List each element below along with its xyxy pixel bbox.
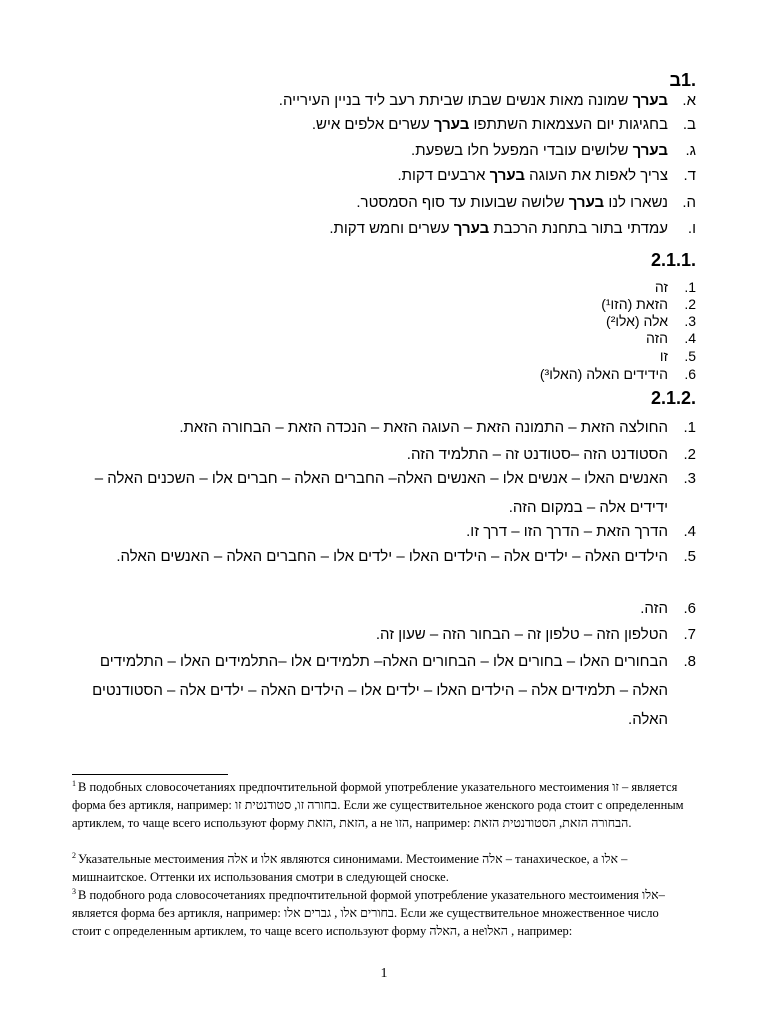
list-item-number: 2.	[684, 296, 696, 312]
list-item	[60, 164, 696, 188]
list-item-number: 1.	[683, 419, 696, 436]
list-item-text: זה	[654, 279, 668, 295]
list-item-text: הטלפון הזה – טלפון זה – הבחור הזה – שעון זה.	[375, 626, 668, 643]
list-item-number: 5.	[683, 548, 696, 565]
list-item	[60, 191, 696, 215]
list-item-number: 6.	[684, 366, 696, 382]
list-item-number: ה.	[682, 194, 696, 211]
list-item	[60, 279, 696, 296]
footnote-mark: 2	[72, 850, 76, 860]
list-item-number: ד.	[683, 167, 696, 184]
list-item-text: הילדים האלה – ילדים אלה – הילדים האלו – ילדים אלו – החברים האלה – האנשים האלה.	[116, 548, 668, 565]
list-item-text: עמדתי בתור בתחנת הרכבת בערך עשרים וחמש דקות.	[329, 220, 668, 237]
keyword-beerech: בערך	[632, 142, 668, 159]
list-item	[60, 348, 696, 365]
list-item-text: בחגיגות יום העצמאות השתתפו בערך עשרים אלפים איש.	[311, 116, 668, 133]
list-item	[60, 594, 696, 623]
keyword-beerech: בערך	[453, 220, 490, 237]
list-item	[60, 113, 696, 137]
list-item	[60, 313, 696, 330]
list-item-number: 4.	[684, 330, 696, 346]
section-heading-2-1-2: 2.1.2.	[650, 388, 696, 408]
list-item	[60, 296, 696, 313]
list-item-text: נשארו לנו בערך שלושה שבועות עד סוף הסמסטר.	[356, 194, 668, 211]
list-item	[60, 366, 696, 383]
list-item	[60, 464, 696, 522]
list-item-number: א.	[682, 92, 696, 109]
list-item-text: אלה (אלו²)	[606, 313, 668, 329]
footnote-2	[72, 850, 688, 886]
list-item-text: הידידים האלה (האלו³)	[539, 366, 668, 382]
list-item-number: 8.	[683, 653, 696, 670]
footnote-text: В подобных словосочетаниях предпочтительной формой употребление указательного местоимения זו – является форма без артикля, например: בחורה זו, סטודנטית זו. Если же существительное женского рода стоит с определенным артиклем, то чаще всего используют форму הזאת ,הזאת, а не הזו, например: הבחורה הזאת, הסטודנטית הזאת.	[72, 780, 684, 830]
list-item-text: הזאת (הזו¹)	[601, 296, 668, 312]
footnote-text: Указательные местоимения אלה и אלו являются синонимами. Местоимение אלה – танахическое, а אלו – мишнаитское. Оттенки их использования смотри в следующей сноске.	[72, 852, 628, 884]
list-item-number: 1.	[684, 279, 696, 295]
footnote-mark: 3	[72, 886, 76, 896]
list-item-text: זו	[659, 348, 668, 364]
footnote-mark: 1	[72, 778, 76, 788]
list-item-number: 3.	[684, 313, 696, 329]
list-item-text: הדרך הזאת – הדרך הזו – דרך זו.	[466, 523, 668, 540]
list-item-number: 3.	[683, 470, 696, 487]
list-item-number: 2.	[683, 446, 696, 463]
page-number: 1	[380, 966, 388, 981]
list-item-text: הסטודנט הזה –סטודנט זה – התלמיד הזה.	[406, 446, 668, 463]
keyword-beerech: בערך	[632, 92, 668, 109]
list-item-text: הבחורים האלו – בחורים אלו – הבחורים האלה– תלמידים אלו –התלמידים האלו – התלמידים האלה – תלמידים אלה – הילדים האלו – ילדים אלו – הילדים האלה – ילדים אלה – הסטודנטים האלה.	[92, 653, 668, 728]
list-item	[60, 89, 696, 113]
footnote-text: В подобного рода словосочетаниях предпочтительной формой употребление указательного местоимения אלו– является форма без артикля, например: בחורים אלו , גברים אלו. Если же существительное множественное число стоит с определенным артиклем, то чаще всего используют форму האלה, а неהאלו , например:	[72, 888, 665, 938]
section-heading-b: .1ב	[669, 70, 696, 90]
list-item	[60, 413, 696, 442]
list-item	[60, 647, 696, 734]
keyword-beerech: בערך	[568, 194, 605, 211]
section-heading-2-1-1: 2.1.1.	[650, 250, 696, 270]
list-item	[60, 620, 696, 649]
keyword-beerech: בערך	[433, 116, 470, 133]
list-item	[60, 330, 696, 347]
list-item-text: האנשים האלו – אנשים אלו – האנשים האלה– החברים האלה – חברים אלו – השכנים האלה – ידידים אלה – במקום הזה.	[94, 470, 668, 516]
list-item-number: 4.	[683, 523, 696, 540]
footnote-1	[72, 778, 688, 832]
list-item-number: ו.	[687, 220, 696, 237]
list-item-text: הזה.	[640, 600, 668, 617]
list-item-text: בערך שמונה מאות אנשים שבתו שביתת רעב ליד בניין העירייה.	[278, 92, 668, 109]
list-item-text: הזה	[646, 330, 668, 346]
list-item-number: 6.	[683, 600, 696, 617]
list-item	[60, 542, 696, 571]
list-item-text: החולצה הזאת – התמונה הזאת – העוגה הזאת – הנכדה הזאת – הבחורה הזאת.	[179, 419, 668, 436]
footnote-3	[72, 886, 688, 940]
list-item-number: 7.	[683, 626, 696, 643]
list-item-text: בערך שלושים עובדי המפעל חלו בשפעת.	[411, 142, 668, 159]
list-item	[60, 139, 696, 163]
keyword-beerech: בערך	[489, 167, 525, 184]
footnote-separator	[72, 774, 228, 775]
list-item-text: צריך לאפות את העוגה בערך ארבעים דקות.	[397, 167, 668, 184]
list-item-number: ב.	[682, 116, 696, 133]
list-item-number: 5.	[684, 348, 696, 364]
list-item	[60, 217, 696, 241]
list-item-number: ג.	[685, 142, 696, 159]
